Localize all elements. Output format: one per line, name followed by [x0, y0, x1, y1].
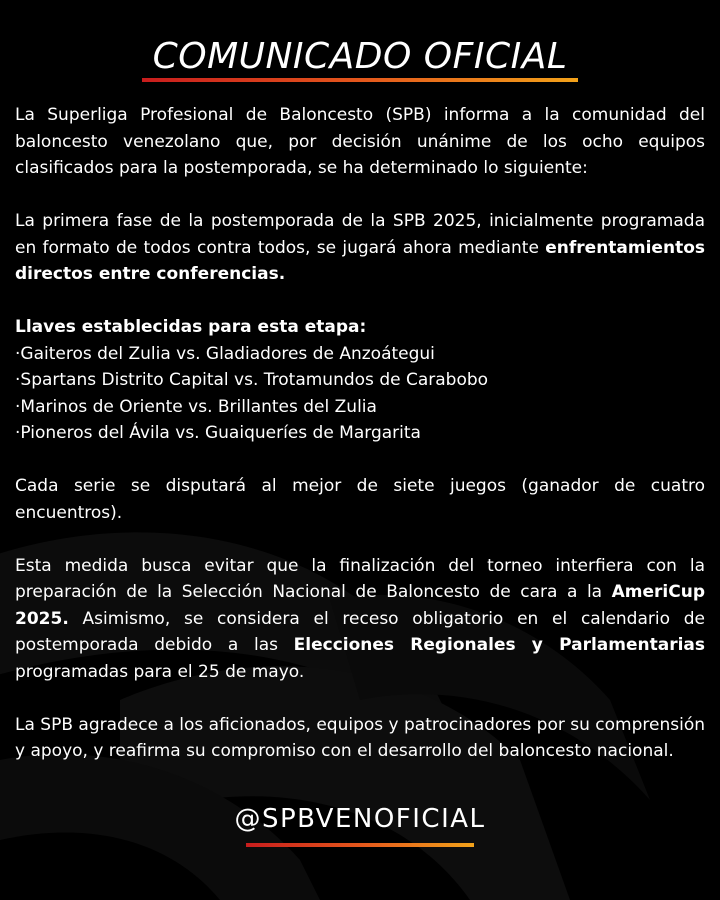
reason-paragraph — [15, 553, 705, 686]
reason-text-3: programadas para el 25 de mayo. — [15, 661, 305, 682]
format-paragraph — [15, 208, 705, 288]
page-title: COMUNICADO OFICIAL — [152, 36, 568, 77]
format-highlight: enfrentamientos directos entre conferencias. — [15, 237, 705, 284]
matchups-list — [15, 314, 705, 447]
title-underline — [142, 78, 578, 82]
footer-underline — [246, 843, 474, 847]
thanks-paragraph: La SPB agradece a los aficionados, equipos y patrocinadores por su comprensión y apoyo, y reafirma su compromiso con el desarrollo del baloncesto nacional. — [15, 714, 705, 761]
reason-text-1: Esta medida busca evitar que la finalización del torneo interfiera con la preparación de la Selección Nacional de Baloncesto de cara a la — [15, 555, 705, 602]
list-item: ·Gaiteros del Zulia vs. Gladiadores de Anzoátegui — [15, 343, 435, 364]
list-item: ·Marinos de Oriente vs. Brillantes del Zulia — [15, 396, 377, 417]
format-text: La primera fase de la postemporada de la SPB 2025, inicialmente programada en formato de todos contra todos, se jugará ahora mediante — [15, 211, 705, 258]
list-item: ·Spartans Distrito Capital vs. Trotamundos de Carabobo — [15, 370, 489, 390]
intro-paragraph: La Superliga Profesional de Baloncesto (SPB) informa a la comunidad del baloncesto venezolano que, por decisión unánime de los ocho equipos clasificados para la postemporada, se ha determinado lo siguiente: — [15, 105, 705, 178]
reason-text-2: Asimismo, se considera el receso obligatorio en el calendario de postemporada debido a las — [15, 608, 705, 655]
americup-highlight: AmeriCup 2025. — [15, 582, 705, 629]
social-handle: @SPBVENOFICIAL — [234, 804, 486, 834]
announcement-body — [15, 102, 705, 791]
series-paragraph: Cada serie se disputará al mejor de siete juegos (ganador de cuatro encuentros). — [15, 476, 705, 523]
elections-highlight: Elecciones Regionales y Parlamentarias — [293, 635, 705, 655]
list-item: ·Pioneros del Ávila vs. Guaiqueríes de Margarita — [15, 423, 421, 443]
matchups-heading: Llaves establecidas para esta etapa: — [15, 317, 367, 337]
